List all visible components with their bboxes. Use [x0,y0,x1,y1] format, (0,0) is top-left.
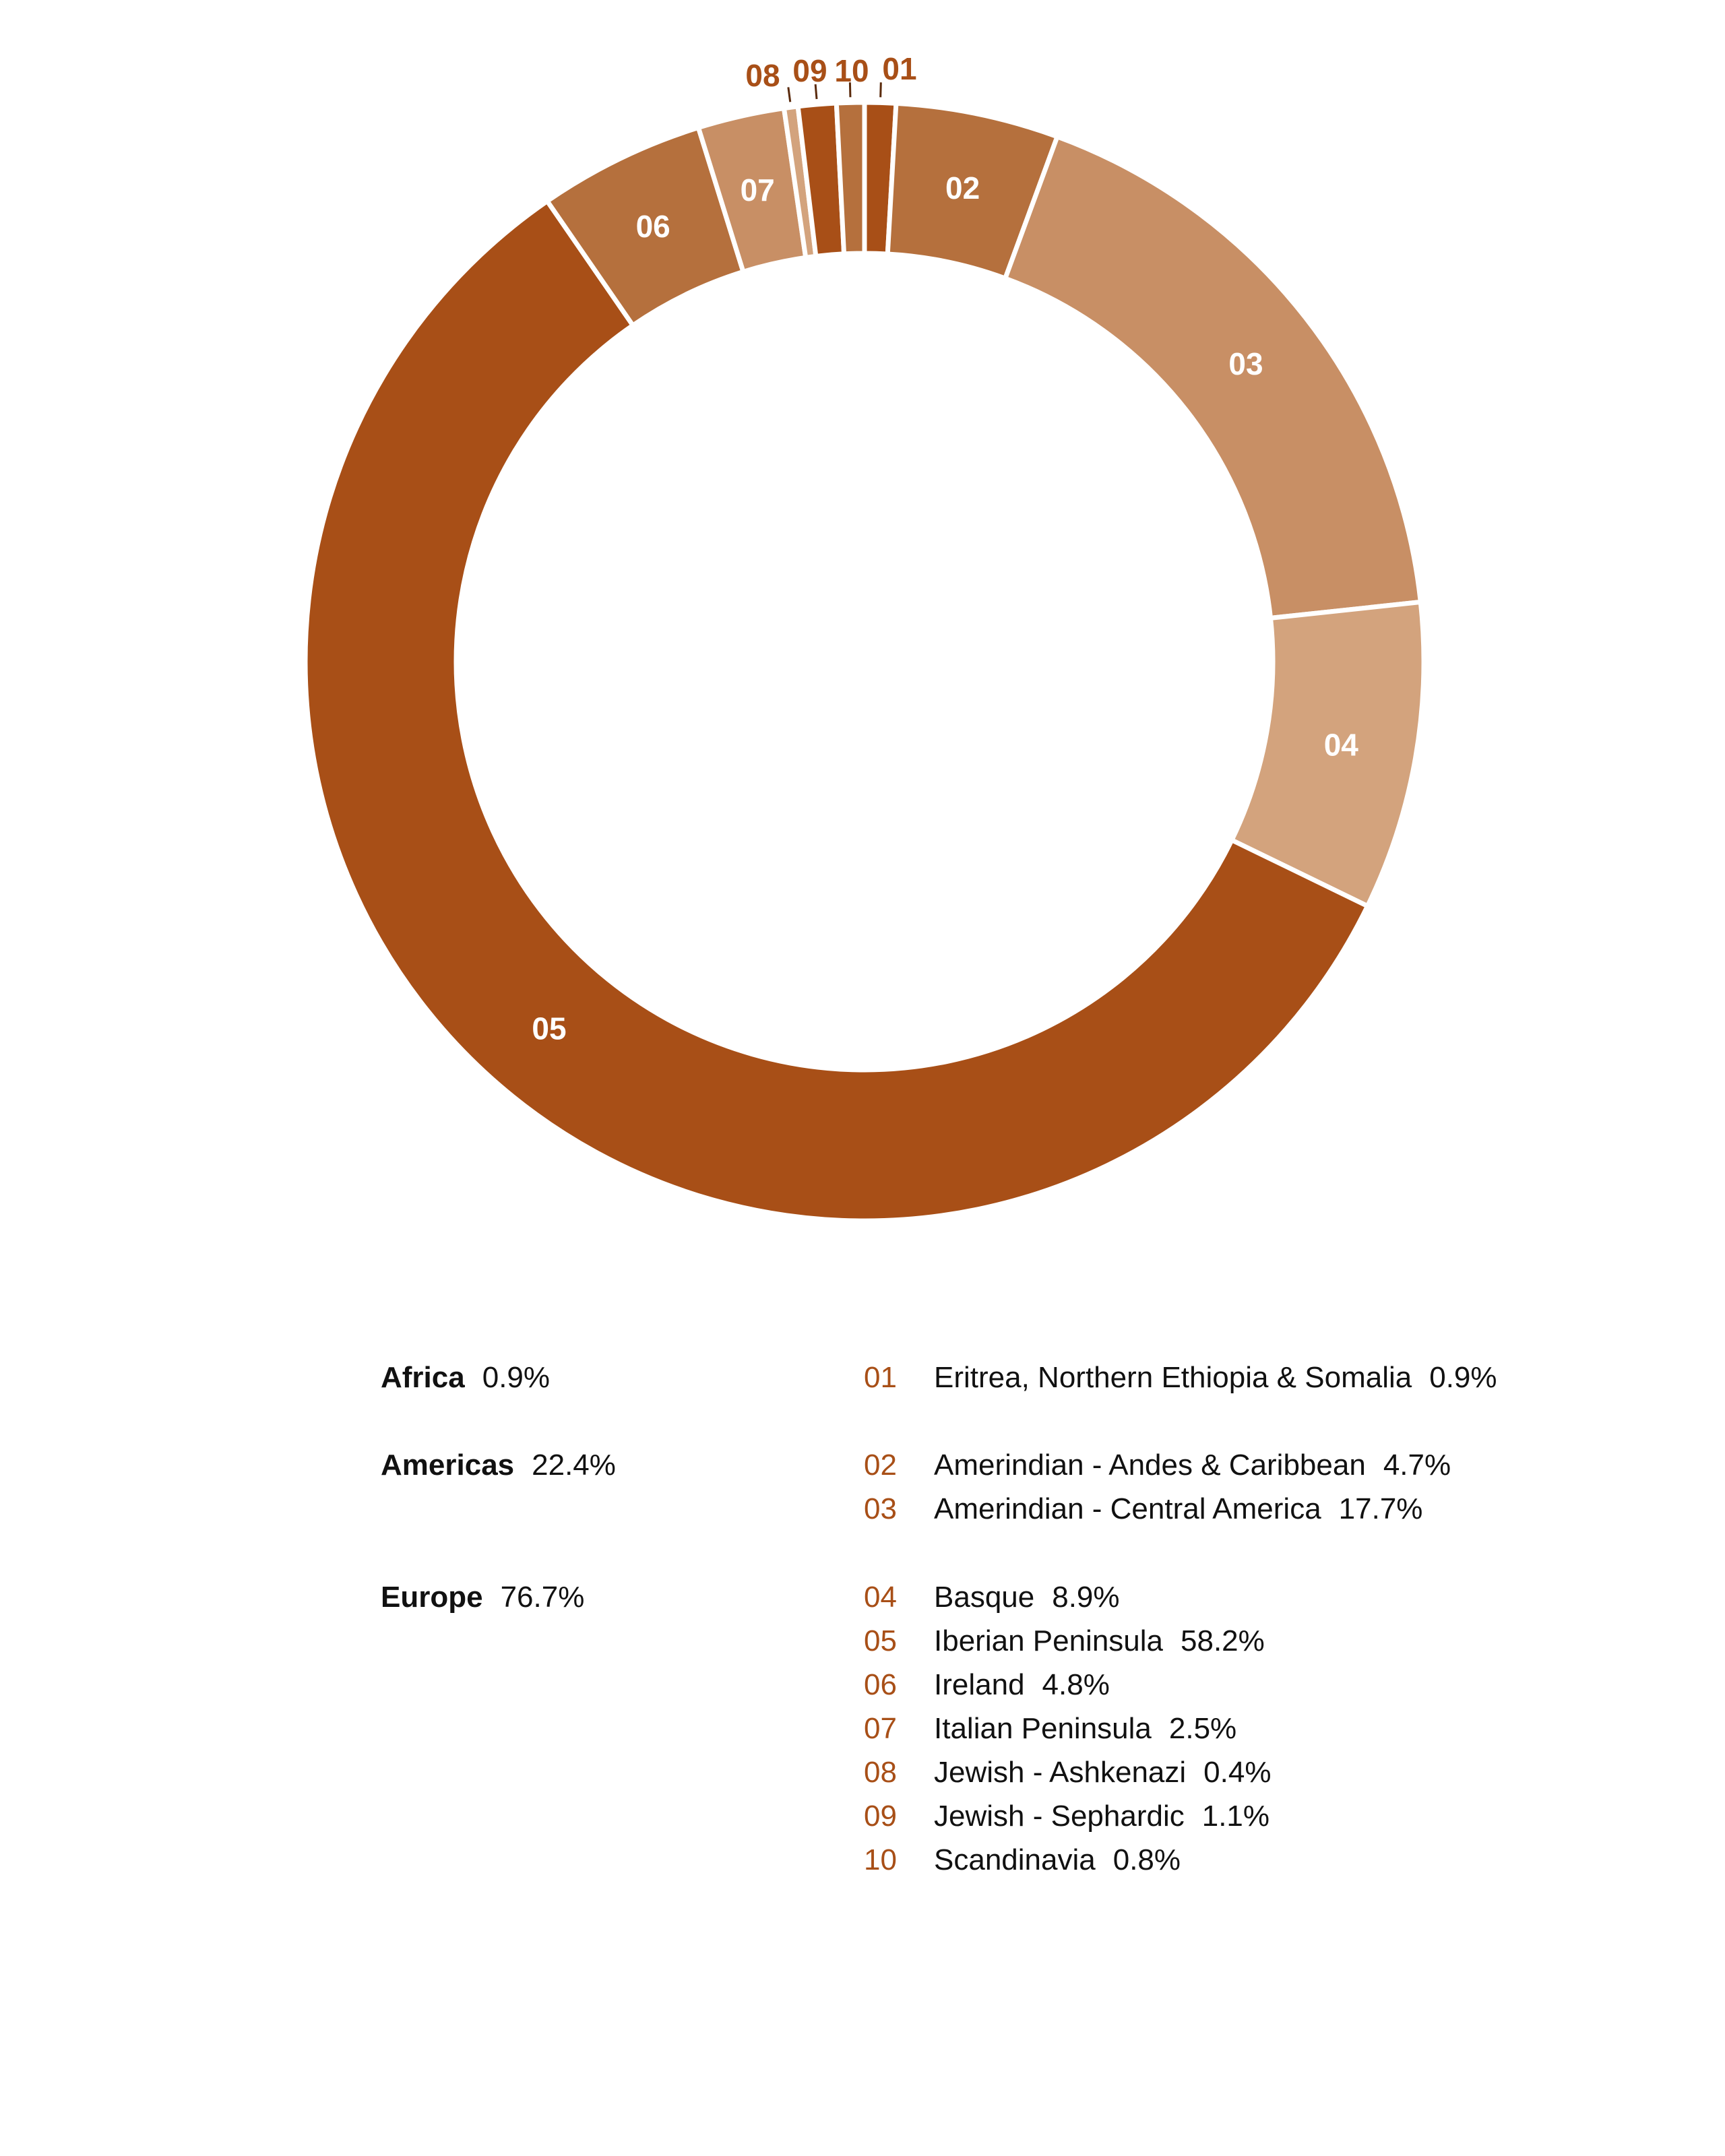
legend-percent: 4.8% [1042,1668,1110,1701]
legend-percent: 0.9% [1429,1361,1497,1394]
legend-percent: 0.8% [1112,1843,1181,1876]
slice-label-09: 09 [792,53,827,88]
slice-label-07: 07 [740,172,775,208]
legend-number: 05 [864,1624,897,1657]
legend-number: 06 [864,1668,897,1701]
legend-item [864,1449,1451,1482]
legend-item [864,1712,1236,1746]
legend-item [864,1624,1265,1658]
slice-label-05: 05 [532,1011,567,1046]
legend-label: Eritrea, Northern Ethiopia & Somalia [934,1361,1412,1394]
slice-label-02: 02 [945,170,980,205]
slice-label-01: 01 [882,51,917,86]
legend-label: Italian Peninsula [934,1712,1152,1745]
legend-number: 07 [864,1712,897,1745]
slice-label-04: 04 [1323,727,1358,763]
legend-percent: 58.2% [1181,1624,1265,1657]
slice-label-08: 08 [745,58,780,93]
legend-label: Jewish - Ashkenazi [934,1756,1187,1789]
legend-item [864,1756,1271,1789]
legend-label: Jewish - Sephardic [934,1800,1185,1833]
legend-number: 09 [864,1800,897,1833]
legend-number: 04 [864,1581,897,1614]
legend-label: Amerindian - Central America [934,1492,1321,1525]
region-name: Europe [381,1581,483,1614]
legend-number: 08 [864,1756,897,1789]
region-percent: 76.7% [500,1581,585,1614]
legend-item [864,1668,1110,1702]
slice-label-10: 10 [834,53,869,88]
region-name: Africa [381,1361,465,1394]
legend-item [864,1800,1269,1833]
legend-label: Scandinavia [934,1843,1096,1876]
legend-percent: 8.9% [1052,1581,1120,1614]
legend-percent: 4.7% [1383,1449,1451,1482]
legend-item [864,1492,1422,1526]
legend-region [381,1449,616,1482]
legend-number: 02 [864,1449,897,1482]
legend-number: 03 [864,1492,897,1525]
legend-label: Basque [934,1581,1035,1614]
legend-label: Iberian Peninsula [934,1624,1164,1657]
legend-item [864,1361,1497,1395]
legend-item [864,1843,1181,1877]
legend-number: 10 [864,1843,897,1876]
legend-number: 01 [864,1361,897,1394]
legend-percent: 2.5% [1168,1712,1237,1745]
region-percent: 22.4% [532,1449,616,1482]
legend-percent: 17.7% [1338,1492,1423,1525]
slice-label-06: 06 [635,209,670,245]
legend-region [381,1361,550,1395]
region-percent: 0.9% [482,1361,551,1394]
legend-percent: 1.1% [1201,1800,1270,1833]
legend-percent: 0.4% [1203,1756,1272,1789]
legend-label: Amerindian - Andes & Caribbean [934,1449,1366,1482]
region-name: Americas [381,1449,515,1482]
slice-label-03: 03 [1228,346,1263,382]
legend-region [381,1581,584,1614]
legend-label: Ireland [934,1668,1025,1701]
legend-item [864,1581,1120,1614]
